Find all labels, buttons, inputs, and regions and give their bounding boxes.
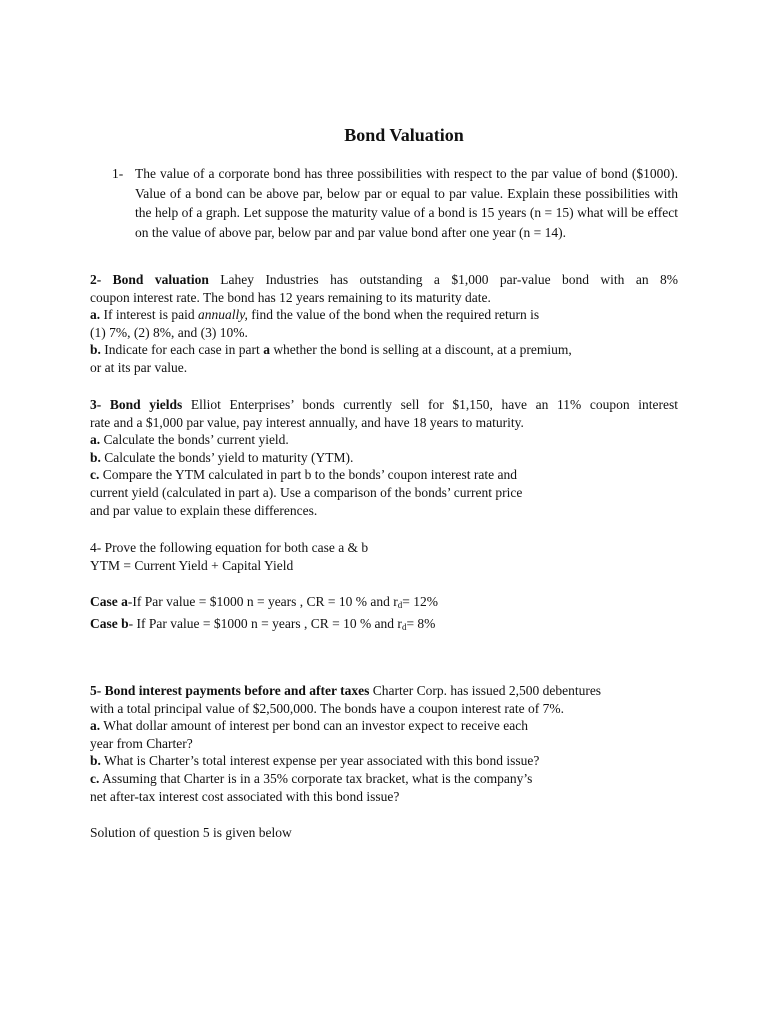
question-2-part-a-cont: (1) 7%, (2) 8%, and (3) 10%. [90, 324, 248, 340]
question-3-intro: 3- Bond yields Elliot Enterprises’ bonds currently sell for $1,150, have an 11% coupon interest [90, 397, 679, 412]
question-4-text: 4- Prove the following equation for both case a & b [90, 540, 369, 555]
question-2 [90, 271, 678, 377]
question-5-part-c: c. Assuming that Charter is in a 35% corporate tax bracket, what is the company’s [90, 770, 533, 786]
question-3-intro-cont: rate and a $1,000 par value, pay interest annually, and have 18 years to maturity. [90, 414, 524, 430]
question-2-part-b-cont: or at its par value. [90, 359, 188, 375]
question-3-part-b: b. Calculate the bonds’ yield to maturity (YTM). [90, 449, 354, 465]
case-b: Case b- If Par value = $1000 n = years , CR = 10 % and $r_d= 8\%$ [90, 615, 436, 632]
question-3-label: 3- Bond yields [90, 397, 183, 412]
question-5-part-c-cont: net after-tax interest cost associated with this bond issue? [90, 788, 400, 804]
question-2-part-b: b. Indicate for each case in part a whether the bond is selling at a discount, at a premium, [90, 342, 572, 358]
question-2-label: 2- Bond valuation [90, 272, 209, 287]
question-4 [90, 539, 678, 574]
question-2-part-a: a. If interest is paid annually, find the value of the bond when the required return is [90, 307, 540, 323]
question-2-intro-cont: coupon interest rate. The bond has 12 years remaining to its maturity date. [90, 289, 491, 305]
question-3-part-c-cont: current yield (calculated in part a). Use a comparison of the bonds’ current price [90, 484, 523, 500]
question-2-intro: 2- Bond valuation Lahey Industries has outstanding a $1,000 par-value bond with an 8% [90, 272, 678, 287]
question-4-cases [90, 593, 678, 636]
question-5-label: 5- Bond interest payments before and after taxes [90, 683, 370, 698]
question-5-intro-cont: with a total principal value of $2,500,000. The bonds have a coupon interest rate of 7%. [90, 700, 564, 716]
document-title: Bond Valuation [344, 125, 464, 145]
question-5 [90, 682, 678, 805]
question-3 [90, 396, 678, 519]
case-a: Case a-If Par value = $1000 n = years , CR = 10 % and $r_d= 12\%$ [90, 594, 439, 610]
question-4-equation: YTM = Current Yield + Capital Yield [90, 557, 294, 573]
question-3-part-a: a. Calculate the bonds’ current yield. [90, 432, 289, 448]
question-1-text: The value of a corporate bond has three possibilities with respect to the par value of bond ($1000). Value of a bond can be above par, below par or equal to par value. Explain these possibilities with the help of a graph. Let suppose the maturity value of a bond is 15 years (n = 15) what will be effect on the value of above par, below par and par value bond after one year (n = 14). [135, 166, 678, 240]
question-1-number: 1- [112, 166, 124, 181]
question-5-part-b: b. What is Charter’s total interest expense per year associated with this bond issue? [90, 753, 540, 769]
question-5-part-a: a. What dollar amount of interest per bond can an investor expect to receive each [90, 718, 528, 734]
question-3-part-c-cont2: and par value to explain these differences. [90, 502, 318, 518]
solution-note: Solution of question 5 is given below [90, 825, 292, 840]
question-3-part-c: c. Compare the YTM calculated in part b to the bonds’ coupon interest rate and [90, 467, 517, 483]
question-5-part-a-cont: year from Charter? [90, 735, 193, 751]
question-5-intro: 5- Bond interest payments before and after taxes Charter Corp. has issued 2,500 debentures [90, 683, 602, 698]
